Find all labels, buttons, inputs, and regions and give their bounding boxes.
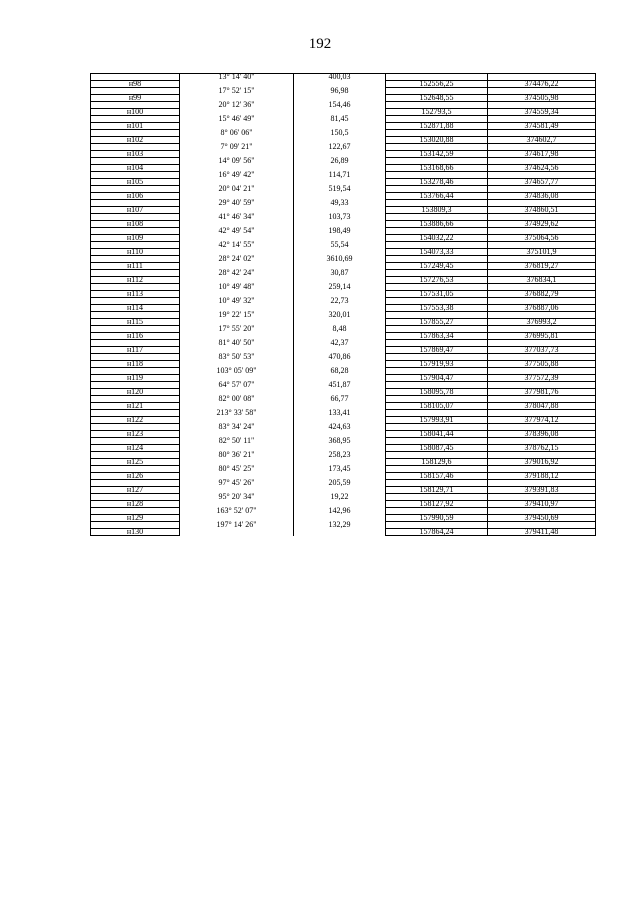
table-row — [91, 382, 596, 389]
distance-cell: 519,54 — [294, 186, 386, 193]
point-cell: н101 — [91, 123, 180, 130]
y-cell: 377505,88 — [488, 361, 596, 368]
distance-cell: 400,03 — [294, 74, 386, 81]
point-cell: н121 — [91, 403, 180, 410]
x-cell: 157864,24 — [386, 529, 488, 536]
table-row — [91, 172, 596, 179]
distance-cell: 19,22 — [294, 494, 386, 501]
y-cell: 375064,56 — [488, 235, 596, 242]
point-cell: н125 — [91, 459, 180, 466]
angle-cell: 197° 14' 26" — [180, 522, 294, 529]
table-row — [91, 256, 596, 263]
distance-cell: 68,28 — [294, 368, 386, 375]
angle-cell: 81° 40' 50" — [180, 340, 294, 347]
x-cell: 152793,5 — [386, 109, 488, 116]
distance-cell: 8,48 — [294, 326, 386, 333]
angle-cell: 82° 50' 11" — [180, 438, 294, 445]
x-cell: 157904,47 — [386, 375, 488, 382]
y-cell: 377981,76 — [488, 389, 596, 396]
y-cell: 379411,48 — [488, 529, 596, 536]
x-cell: 157990,59 — [386, 515, 488, 522]
table-row — [91, 508, 596, 515]
distance-cell: 22,73 — [294, 298, 386, 305]
point-cell: н116 — [91, 333, 180, 340]
y-cell: 374559,34 — [488, 109, 596, 116]
table-row — [91, 340, 596, 347]
distance-cell: 96,98 — [294, 88, 386, 95]
table-row — [91, 522, 596, 529]
x-cell: 158129,6 — [386, 459, 488, 466]
y-cell: 376887,06 — [488, 305, 596, 312]
table-row — [91, 130, 596, 137]
table-row — [91, 466, 596, 473]
x-cell: 157869,47 — [386, 347, 488, 354]
point-cell: н99 — [91, 95, 180, 102]
angle-cell: 83° 50' 53" — [180, 354, 294, 361]
y-cell: 374581,49 — [488, 123, 596, 130]
y-cell: 377037,73 — [488, 347, 596, 354]
table-row — [91, 438, 596, 445]
x-cell: 157276,53 — [386, 277, 488, 284]
y-cell: 376819,27 — [488, 263, 596, 270]
angle-cell: 82° 00' 08" — [180, 396, 294, 403]
angle-cell: 42° 14' 55" — [180, 242, 294, 249]
y-cell: 374476,22 — [488, 81, 596, 88]
point-cell: н106 — [91, 193, 180, 200]
angle-cell: 15° 46' 49" — [180, 116, 294, 123]
y-cell: 374836,08 — [488, 193, 596, 200]
angle-cell: 80° 45' 25" — [180, 466, 294, 473]
x-cell: 158127,92 — [386, 501, 488, 508]
angle-cell: 97° 45' 26" — [180, 480, 294, 487]
table-row — [91, 494, 596, 501]
table-row — [91, 186, 596, 193]
y-cell: 374617,98 — [488, 151, 596, 158]
x-cell: 158095,78 — [386, 389, 488, 396]
angle-cell: 29° 40' 59" — [180, 200, 294, 207]
table-row — [91, 88, 596, 95]
y-cell: 376993,2 — [488, 319, 596, 326]
x-cell: 158105,07 — [386, 403, 488, 410]
angle-cell: 28° 24' 02" — [180, 256, 294, 263]
angle-cell: 7° 09' 21" — [180, 144, 294, 151]
table-row — [91, 480, 596, 487]
x-cell: 158087,45 — [386, 445, 488, 452]
angle-cell: 19° 22' 15" — [180, 312, 294, 319]
distance-cell: 132,29 — [294, 522, 386, 529]
table-row — [91, 214, 596, 221]
table-row — [91, 298, 596, 305]
table-row — [91, 200, 596, 207]
angle-cell: 14° 09' 56" — [180, 158, 294, 165]
angle-cell: 8° 06' 06" — [180, 130, 294, 137]
point-cell: н128 — [91, 501, 180, 508]
distance-cell: 154,46 — [294, 102, 386, 109]
table-row — [91, 270, 596, 277]
page-number: 192 — [308, 36, 332, 52]
x-cell: 152648,55 — [386, 95, 488, 102]
angle-cell: 17° 55' 20" — [180, 326, 294, 333]
y-cell: 376882,79 — [488, 291, 596, 298]
x-cell: 152556,25 — [386, 81, 488, 88]
coordinates-table — [90, 73, 596, 536]
point-cell: н119 — [91, 375, 180, 382]
distance-cell: 81,45 — [294, 116, 386, 123]
x-cell: 158157,46 — [386, 473, 488, 480]
point-cell: н109 — [91, 235, 180, 242]
table-row — [91, 144, 596, 151]
distance-cell: 42,37 — [294, 340, 386, 347]
x-cell: 158129,71 — [386, 487, 488, 494]
x-cell: 154032,22 — [386, 235, 488, 242]
point-cell: н112 — [91, 277, 180, 284]
point-cell: н111 — [91, 263, 180, 270]
y-cell: 376995,81 — [488, 333, 596, 340]
distance-cell: 66,77 — [294, 396, 386, 403]
y-cell: 374505,98 — [488, 95, 596, 102]
angle-cell — [180, 529, 294, 536]
x-cell: 158041,44 — [386, 431, 488, 438]
angle-cell: 17° 52' 15" — [180, 88, 294, 95]
angle-cell: 163° 52' 07" — [180, 508, 294, 515]
angle-cell: 83° 34' 24" — [180, 424, 294, 431]
distance-cell: 150,5 — [294, 130, 386, 137]
y-cell: 374657,77 — [488, 179, 596, 186]
table-row — [91, 284, 596, 291]
y-cell: 378396,08 — [488, 431, 596, 438]
x-cell: 153142,59 — [386, 151, 488, 158]
distance-cell: 259,14 — [294, 284, 386, 291]
distance-cell: 451,87 — [294, 382, 386, 389]
y-cell: 379450,69 — [488, 515, 596, 522]
y-cell: 379391,83 — [488, 487, 596, 494]
table-row — [91, 354, 596, 361]
point-cell: н100 — [91, 109, 180, 116]
distance-cell: 49,33 — [294, 200, 386, 207]
angle-cell: 20° 12' 36" — [180, 102, 294, 109]
distance-cell: 26,89 — [294, 158, 386, 165]
distance-cell: 133,41 — [294, 410, 386, 417]
distance-cell: 30,87 — [294, 270, 386, 277]
table-row — [91, 424, 596, 431]
distance-cell — [294, 529, 386, 536]
angle-cell: 20° 04' 21" — [180, 186, 294, 193]
point-cell: н118 — [91, 361, 180, 368]
distance-cell: 142,96 — [294, 508, 386, 515]
point-cell: н102 — [91, 137, 180, 144]
point-cell: н104 — [91, 165, 180, 172]
y-cell: 379410,97 — [488, 501, 596, 508]
x-cell: 157553,38 — [386, 305, 488, 312]
angle-cell: 10° 49' 48" — [180, 284, 294, 291]
distance-cell: 205,59 — [294, 480, 386, 487]
y-cell: 378047,88 — [488, 403, 596, 410]
distance-cell: 103,73 — [294, 214, 386, 221]
angle-cell: 80° 36' 21" — [180, 452, 294, 459]
table-row — [91, 228, 596, 235]
angle-cell: 64° 57' 07" — [180, 382, 294, 389]
x-cell: 157855,27 — [386, 319, 488, 326]
angle-cell: 42° 49' 54" — [180, 228, 294, 235]
y-cell: 374624,56 — [488, 165, 596, 172]
x-cell: 157249,45 — [386, 263, 488, 270]
angle-cell: 10° 49' 32" — [180, 298, 294, 305]
x-cell: 157863,34 — [386, 333, 488, 340]
x-cell: 153766,44 — [386, 193, 488, 200]
y-cell: 377572,39 — [488, 375, 596, 382]
point-cell: н117 — [91, 347, 180, 354]
point-cell: н122 — [91, 417, 180, 424]
table-row — [91, 312, 596, 319]
x-cell: 153168,66 — [386, 165, 488, 172]
table-row — [91, 242, 596, 249]
distance-cell: 122,67 — [294, 144, 386, 151]
point-cell: н129 — [91, 515, 180, 522]
x-cell: 153886,66 — [386, 221, 488, 228]
distance-cell: 114,71 — [294, 172, 386, 179]
point-cell: н98 — [91, 81, 180, 88]
point-cell: н124 — [91, 445, 180, 452]
table-row — [91, 158, 596, 165]
point-cell: н127 — [91, 487, 180, 494]
y-cell: 376834,1 — [488, 277, 596, 284]
angle-cell: 41° 46' 34" — [180, 214, 294, 221]
table-row — [91, 74, 596, 81]
angle-cell: 213° 33' 58" — [180, 410, 294, 417]
x-cell: 153020,88 — [386, 137, 488, 144]
point-cell: н126 — [91, 473, 180, 480]
table-row — [91, 396, 596, 403]
y-cell: 374602,7 — [488, 137, 596, 144]
point-cell: н108 — [91, 221, 180, 228]
y-cell: 374860,51 — [488, 207, 596, 214]
y-cell: 379188,12 — [488, 473, 596, 480]
x-cell: 154073,33 — [386, 249, 488, 256]
distance-cell: 368,95 — [294, 438, 386, 445]
x-cell: 157919,93 — [386, 361, 488, 368]
distance-cell: 470,86 — [294, 354, 386, 361]
point-cell: н103 — [91, 151, 180, 158]
distance-cell: 258,23 — [294, 452, 386, 459]
point-cell: н113 — [91, 291, 180, 298]
x-cell: 153809,3 — [386, 207, 488, 214]
angle-cell: 16° 49' 42" — [180, 172, 294, 179]
x-cell: 157531,05 — [386, 291, 488, 298]
x-cell: 153278,46 — [386, 179, 488, 186]
table-row — [91, 116, 596, 123]
distance-cell: 173,45 — [294, 466, 386, 473]
point-cell: н107 — [91, 207, 180, 214]
y-cell: 378762,15 — [488, 445, 596, 452]
point-cell: н115 — [91, 319, 180, 326]
distance-cell: 424,63 — [294, 424, 386, 431]
distance-cell: 55,54 — [294, 242, 386, 249]
point-cell: н105 — [91, 179, 180, 186]
point-cell: н114 — [91, 305, 180, 312]
distance-cell: 3610,69 — [294, 256, 386, 263]
y-cell: 374929,62 — [488, 221, 596, 228]
point-cell: н110 — [91, 249, 180, 256]
angle-cell: 95° 20' 34" — [180, 494, 294, 501]
table-row — [91, 326, 596, 333]
table-row — [91, 452, 596, 459]
point-cell: н130 — [91, 529, 180, 536]
y-cell: 377974,12 — [488, 417, 596, 424]
point-cell: н123 — [91, 431, 180, 438]
x-cell: 152871,88 — [386, 123, 488, 130]
y-cell: 375101,9 — [488, 249, 596, 256]
x-cell: 157993,91 — [386, 417, 488, 424]
angle-cell: 103° 05' 09" — [180, 368, 294, 375]
table-row — [91, 102, 596, 109]
table-row — [91, 368, 596, 375]
y-cell: 379016,92 — [488, 459, 596, 466]
distance-cell: 198,49 — [294, 228, 386, 235]
angle-cell: 28° 42' 24" — [180, 270, 294, 277]
point-cell: н120 — [91, 389, 180, 396]
distance-cell: 320,01 — [294, 312, 386, 319]
table-row — [91, 410, 596, 417]
table-row — [91, 529, 596, 536]
angle-cell: 13° 14' 40" — [180, 74, 294, 81]
